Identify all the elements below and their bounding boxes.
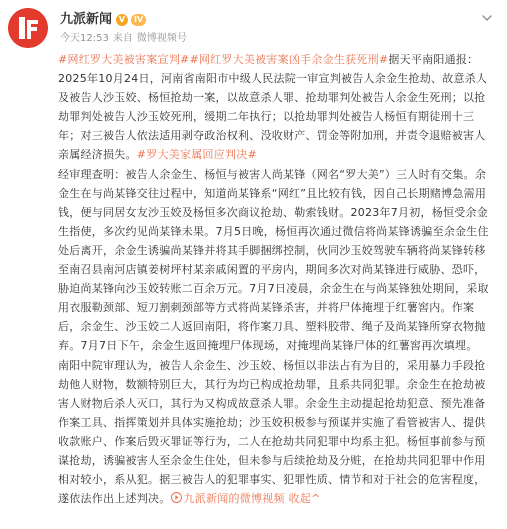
verified-badge-icon: V [116, 14, 128, 26]
source-prefix: 来自 [112, 33, 133, 44]
level-badge: IV [131, 14, 146, 26]
topic-tag[interactable]: #罗大美家属回应判决# [136, 148, 257, 162]
paragraph-verdict [58, 50, 496, 165]
post-time[interactable]: 今天12:53 [60, 33, 109, 44]
paragraph-facts: 经审理查明：被告人余金生、杨恒与被害人尚某锋（网名“罗大美”）三人时有交集。余金生在与尚某锋交往过程中，知道尚某锋系“网红”且比较有钱，因自己长期赌博急需用钱，便与同居女友沙玉姣及杨恒多次商议抢劫、勒索钱财。2023年7月初，杨恒受余金生指使，多次约见尚某锋未果。7月5日晚，杨恒再次通过微信将尚某锋诱骗至余金生住处后离开，余金生诱骗尚某锋并将其手脚捆绑控制，伙同沙玉姣驾驶车辆将尚某锋转移至南召县南河店镇姜树坪村某亲戚闲置的平房内，期间多次对尚某锋进行威胁、恐吓，胁迫尚某锋向沙玉姣转账二百余万元。7月7日凌晨，余金生在与尚某锋独处期间，采取用衣服勒颈部、短刀割刺颈部等方式将尚某锋杀害，并将尸体掩埋于红薯窖内。作案后，余金生、沙玉姣二人返回南阳，将作案刀具、塑料胶带、绳子及尚某锋所穿衣物抛弃。7月7日下午，余金生返回掩埋尸体现场，对掩埋尚某锋尸体的红薯窖再次填埋。 [58, 167, 489, 353]
post-header [8, 8, 498, 48]
author-row [60, 12, 146, 28]
paragraph-ruling [58, 356, 496, 509]
collapse-arrow-icon: ^ [311, 492, 321, 506]
video-link-label: 九派新闻的微博视频 [183, 492, 285, 506]
collapse-button[interactable] [289, 492, 321, 505]
video-link-icon [171, 492, 182, 503]
collapse-label: 收起 [288, 492, 311, 506]
chevron-down-icon[interactable] [480, 11, 494, 25]
topic-tag[interactable]: #网红罗大美被害案宣判# [58, 53, 190, 66]
jiupai-logo-icon [8, 8, 48, 48]
post-source: 微博视频号 [136, 33, 187, 44]
paragraph-text: 南阳中院审理认为，被告人余金生、沙玉姣、杨恒以非法占有为目的，采用暴力手段抢劫他人财物，数额特别巨大，其行为均已构成抢劫罪，且系共同犯罪。余金生在抢劫被害人财物后杀人灭口，其行为又构成故意杀人罪。余金生主动提起抢劫犯意、预先准备作案工具、指挥策划并具体实施抢劫；沙玉姣积极参与预谋并实施了看管被害人、提供收款账户、作案后毁灭罪证等行为，二人在抢劫共同犯罪中均系主犯。杨恒事前参与预谋抢劫，诱骗被害人至余金生住处，但未参与后续抢劫及分赃，在抢劫共同犯罪中作用相对较小，系从犯。据三被告人的犯罪事实、犯罪性质、情节和对于社会的危害程度，遂依法作出上述判决。 [58, 358, 486, 506]
post-meta [60, 32, 191, 45]
author-name[interactable]: 九派新闻 [60, 12, 113, 27]
post-content [58, 50, 496, 508]
avatar[interactable] [8, 8, 48, 48]
paragraph-text: 据天平南阳通报：2025年10月24日，河南省南阳市中级人民法院一审宣判被告人余金生抢劫、故意杀人及被告人沙玉姣、杨恒抢劫一案，以故意杀人罪、抢劫罪判处被告人余金生死刑；以抢劫罪判处被告人沙玉姣死刑，缓期二年执行；以抢劫罪判处被告人杨恒有期徒刑十三年；对三被告人依法适用剥夺政治权利、没收财产、罚金等附加刑，并责令退赔被害人亲属经济损失。 [58, 53, 488, 162]
video-link[interactable] [171, 492, 285, 505]
topic-tag[interactable]: #网红罗大美被害案凶手余金生获死刑# [189, 53, 389, 66]
